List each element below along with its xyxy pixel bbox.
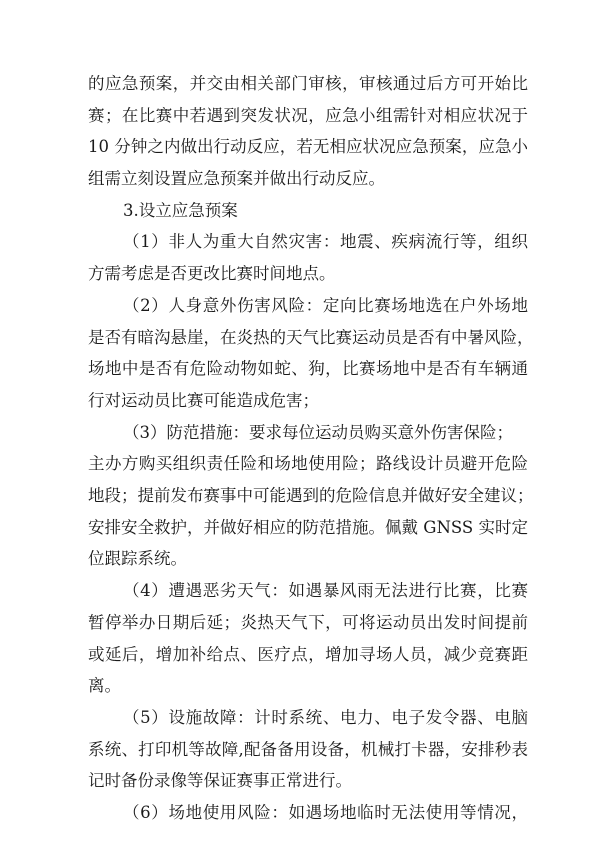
body-text-line: 离。 bbox=[88, 676, 121, 695]
body-text-line: 位跟踪系统。 bbox=[88, 549, 187, 568]
body-text-line: （4）遭遇恶劣天气：如遇暴风雨无法进行比赛，比赛 bbox=[123, 581, 528, 600]
body-text-line: （5）设施故障：计时系统、电力、电子发令器、电脑 bbox=[123, 708, 528, 727]
body-text-line: 10 分钟之内做出行动反应，若无相应状况应急预案，应急小 bbox=[88, 137, 528, 156]
body-text-line: 系统、打印机等故障,配备备用设备，机械打卡器，安排秒表 bbox=[88, 740, 528, 759]
body-text-line: 方需考虑是否更改比赛时间地点。 bbox=[88, 264, 336, 283]
body-text-line: 记时备份录像等保证赛事正常进行。 bbox=[88, 771, 352, 790]
body-text-line: 的应急预案，并交由相关部门审核，审核通过后方可开始比 bbox=[88, 74, 528, 93]
body-text-line: （3）防范措施：要求每位运动员购买意外伤害保险； bbox=[123, 423, 513, 442]
body-text-line: 组需立刻设置应急预案并做出行动反应。 bbox=[88, 169, 385, 188]
body-text-line: 是否有暗沟悬崖，在炎热的天气比赛运动员是否有中暑风险， bbox=[88, 328, 534, 347]
body-text-line: 场地中是否有危险动物如蛇、狗，比赛场地中是否有车辆通 bbox=[88, 359, 528, 378]
body-text-line: （1）非人为重大自然灾害：地震、疾病流行等，组织 bbox=[123, 232, 528, 251]
body-text-line: 地段；提前发布赛事中可能遇到的危险信息并做好安全建议； bbox=[88, 486, 534, 505]
body-text-line: 主办方购买组织责任险和场地使用险；路线设计员避开危险 bbox=[88, 454, 528, 473]
body-text-line: 赛；在比赛中若遇到突发状况，应急小组需针对相应状况于 bbox=[88, 106, 528, 125]
body-text-line: 安排安全救护，并做好相应的防范措施。佩戴 GNSS 实时定 bbox=[88, 518, 528, 537]
body-text-line: 或延后，增加补给点、医疗点，增加寻场人员，减少竞赛距 bbox=[88, 645, 528, 664]
body-text-line: 行对运动员比赛可能造成危害； bbox=[88, 391, 319, 410]
body-text-line: （6）场地使用风险：如遇场地临时无法使用等情况， bbox=[123, 803, 528, 822]
body-text-line: 暂停举办日期后延；炎热天气下，可将运动员出发时间提前 bbox=[88, 613, 528, 632]
section-heading: 3.设立应急预案 bbox=[123, 201, 238, 220]
body-text-line: （2）人身意外伤害风险：定向比赛场地选在户外场地 bbox=[123, 296, 528, 315]
